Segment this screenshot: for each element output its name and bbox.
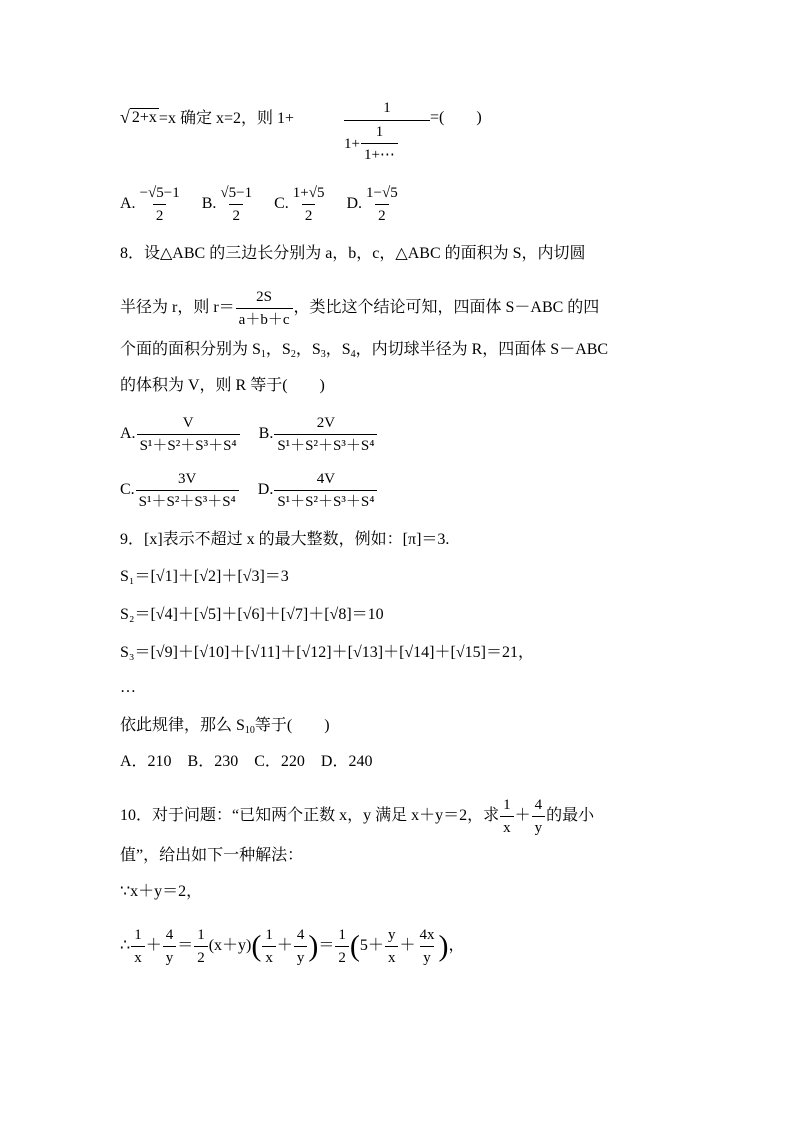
- q10-line-3: ∵x＋y＝2，: [120, 883, 203, 900]
- q8-line-3: 个面的面积分别为 $S_1$，$S_2$，$S_3$，$S_4$，内切球半径为 R，四面体 S－ABC: [120, 341, 609, 360]
- q7-answer-paren: =( ): [430, 109, 482, 126]
- q8-option-d: $\frac{4V}{\text{S¹＋S²＋S³＋S⁴}}$: [274, 470, 377, 511]
- q7-option-a: $\frac{-√5-1}{2}$: [139, 185, 180, 224]
- q9-options: A．210 B．230 C．220 D．240: [120, 753, 373, 770]
- q8-line-4: 的体积为 V，则 R 等于( ): [120, 377, 325, 394]
- q10-line-2: 值”，给出如下一种解法：: [120, 847, 304, 864]
- q10-line-4: ∴ $\frac{1}{x}$ ＋ $\frac{4}{y}$ ＝ $\frac{1}{2}$ (x＋y)( $\frac{1}{x}$ ＋ $\frac{4}{y}$ )＝ $\frac{1}{2}$ (5＋ $\frac{y}{x}$ ＋ $\frac{4x}{y}$ )，: [120, 927, 465, 966]
- q7-option-c: $\frac{1+√5}{2}$: [292, 185, 325, 224]
- q8-option-a: $\frac{V}{\text{S¹＋S²＋S³＋S⁴}}$: [137, 414, 240, 455]
- q7-option-d: $\frac{1-√5}{2}$: [366, 185, 398, 224]
- q9-ellipsis: …: [120, 679, 136, 696]
- q8-options-cd: C. $\frac{3V}{\text{S¹＋S²＋S³＋S⁴}}$ D. $\frac{4V}{\text{S¹＋S²＋S³＋S⁴}}$: [120, 470, 378, 511]
- q7-line: √ 2+x =x 确定 x=2，则 1+: [120, 107, 294, 127]
- q7-options: A. $\frac{-√5-1}{2}$ B. $\frac{√5-1}{2}$ C. $\frac{1+√5}{2}$ D. $\frac{1-√5}{2}$: [120, 184, 402, 225]
- q8-option-c: $\frac{3V}{\text{S¹＋S²＋S³＋S⁴}}$: [136, 470, 239, 511]
- inradius-fraction: $\frac{2S}{a+b+c}$: [236, 288, 293, 329]
- q8-option-b: $\frac{2V}{\text{S¹＋S²＋S³＋S⁴}}$: [274, 414, 377, 455]
- q7-option-b: $\frac{√5-1}{2}$: [220, 185, 253, 224]
- q9-line-1: 9．[x]表示不超过 x 的最大整数，例如：[π]＝3.: [120, 531, 450, 548]
- q8-line-2: 半径为 r，则 r＝ $\frac{2S}{a+b+c}$ ，类比这个结论可知，四面体 S－ABC 的四: [120, 289, 600, 328]
- q7-continued-fraction: 1 1+ $\frac{1}{1+\cdots}$: [344, 98, 430, 164]
- q10-line-1: 10．对于问题：“已知两个正数 x，y 满足 x＋y＝2，求 $\frac{1}{x}$ ＋ $\frac{4}{y}$ 的最小: [120, 797, 595, 836]
- q9-s1: S₁＝[√1]＋[√2]＋[√3]＝3: [120, 568, 289, 585]
- q9-question: 依此规律，那么 $S_{10}$等于( ): [120, 717, 330, 736]
- q8-line-1: 8．设△ABC 的三边长分别为 a，b，c，△ABC 的面积为 S，内切圆: [120, 245, 586, 262]
- q9-s3: S₃＝[√9]＋[√10]＋[√11]＋[√12]＋[√13]＋[√14]＋[√15]＝21，: [120, 644, 534, 661]
- q8-options-ab: A. $\frac{V}{\text{S¹＋S²＋S³＋S⁴}}$ B. $\frac{2V}{\text{S¹＋S²＋S³＋S⁴}}$: [120, 414, 378, 455]
- q9-s2: S₂＝[√4]＋[√5]＋[√6]＋[√7]＋[√8]＝10: [120, 606, 384, 623]
- sqrt-2-plus-x: √ 2+x: [120, 107, 157, 127]
